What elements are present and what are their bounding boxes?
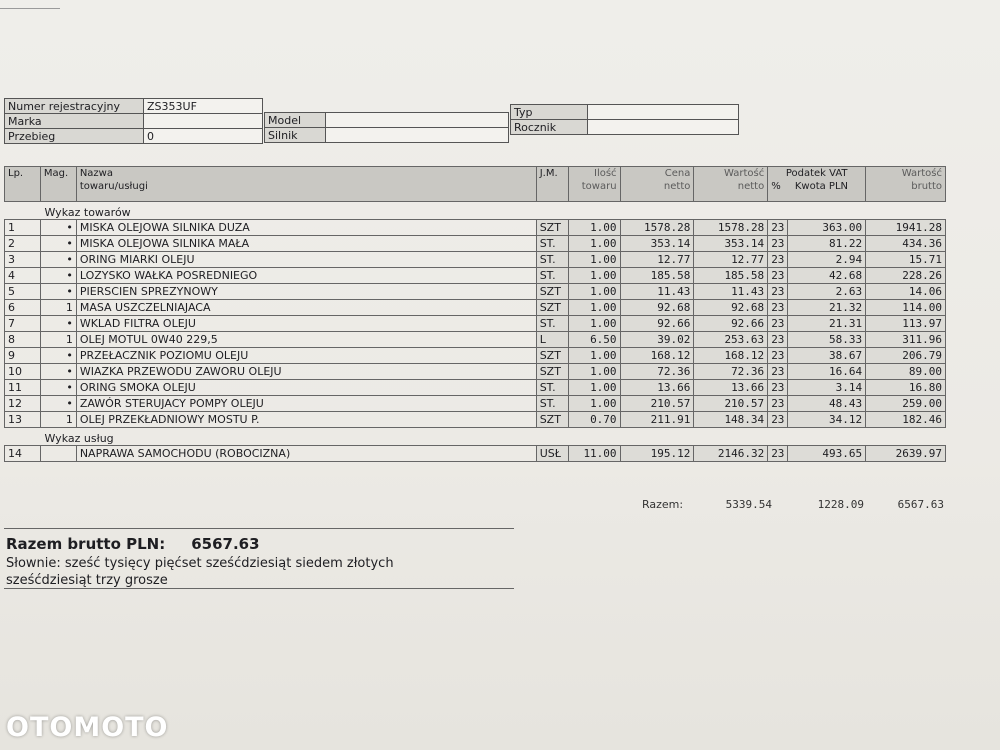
- services-section-title: Wykaz usług: [44, 432, 114, 445]
- type-label: Typ: [511, 105, 588, 120]
- item-lp: 6: [5, 300, 41, 316]
- item-qty: 1.00: [568, 316, 620, 332]
- item-qty: 1.00: [568, 364, 620, 380]
- item-mag: •: [40, 348, 76, 364]
- item-name: MISKA OLEJOWA SILNIKA MAŁA: [76, 236, 536, 252]
- item-net: 12.77: [694, 252, 768, 268]
- item-qty: 1.00: [568, 268, 620, 284]
- item-mag: •: [40, 364, 76, 380]
- item-vat-amount: 48.43: [788, 396, 866, 412]
- item-mag: 1: [40, 300, 76, 316]
- item-price: 210.57: [620, 396, 694, 412]
- item-vat-amount: 38.67: [788, 348, 866, 364]
- table-row: [5, 396, 946, 412]
- item-price: 185.58: [620, 268, 694, 284]
- item-gross: 16.80: [866, 380, 946, 396]
- model-value: [326, 113, 509, 128]
- item-name: ORING SMOKA OLEJU: [76, 380, 536, 396]
- table-row: [5, 348, 946, 364]
- item-vat-rate: 23: [768, 348, 788, 364]
- item-net: 92.66: [694, 316, 768, 332]
- item-mag: [40, 446, 76, 462]
- item-mag: •: [40, 220, 76, 236]
- words-line-1: Słownie: sześć tysięcy pięćset sześćdziesiąt siedem złotych: [6, 556, 394, 571]
- item-vat-amount: 21.31: [788, 316, 866, 332]
- item-qty: 1.00: [568, 300, 620, 316]
- item-unit: L: [536, 332, 568, 348]
- item-price: 1578.28: [620, 220, 694, 236]
- item-lp: 8: [5, 332, 41, 348]
- make-value: [144, 114, 263, 129]
- header-gross: Wartość brutto: [866, 167, 946, 202]
- item-mag: •: [40, 284, 76, 300]
- vehicle-info-right: [510, 104, 739, 135]
- item-lp: 2: [5, 236, 41, 252]
- summary-vat: 1228.09: [817, 498, 864, 511]
- item-price: 195.12: [620, 446, 694, 462]
- type-value: [588, 105, 739, 120]
- item-vat-amount: 42.68: [788, 268, 866, 284]
- item-vat-rate: 23: [768, 220, 788, 236]
- item-vat-amount: 3.14: [788, 380, 866, 396]
- item-vat-rate: 23: [768, 268, 788, 284]
- item-qty: 6.50: [568, 332, 620, 348]
- item-mag: •: [40, 316, 76, 332]
- item-vat-rate: 23: [768, 364, 788, 380]
- item-name: WIAZKA PRZEWODU ZAWORU OLEJU: [76, 364, 536, 380]
- table-row: [5, 316, 946, 332]
- item-gross: 434.36: [866, 236, 946, 252]
- make-label: Marka: [5, 114, 144, 129]
- item-net: 11.43: [694, 284, 768, 300]
- item-price: 92.66: [620, 316, 694, 332]
- item-qty: 1.00: [568, 396, 620, 412]
- item-vat-rate: 23: [768, 396, 788, 412]
- item-gross: 1941.28: [866, 220, 946, 236]
- otomoto-watermark: OTOMOTO: [6, 712, 169, 743]
- item-unit: ST.: [536, 316, 568, 332]
- table-row: [5, 446, 946, 462]
- header-jm: J.M.: [536, 167, 568, 202]
- vehicle-info-middle: [264, 112, 509, 143]
- goods-section-title: Wykaz towarów: [44, 206, 131, 219]
- item-unit: SZT: [536, 412, 568, 428]
- summary-net: 5339.54: [725, 498, 772, 511]
- item-mag: •: [40, 252, 76, 268]
- table-row: [5, 236, 946, 252]
- item-price: 168.12: [620, 348, 694, 364]
- item-net: 1578.28: [694, 220, 768, 236]
- item-gross: 2639.97: [866, 446, 946, 462]
- item-gross: 15.71: [866, 252, 946, 268]
- table-row: [5, 284, 946, 300]
- engine-value: [326, 128, 509, 143]
- item-price: 72.36: [620, 364, 694, 380]
- item-net: 168.12: [694, 348, 768, 364]
- item-qty: 1.00: [568, 348, 620, 364]
- item-net: 2146.32: [694, 446, 768, 462]
- item-price: 13.66: [620, 380, 694, 396]
- item-name: ZAWÓR STERUJACY POMPY OLEJU: [76, 396, 536, 412]
- header-qty: Ilość towaru: [568, 167, 620, 202]
- item-unit: ST.: [536, 380, 568, 396]
- vehicle-info-left: [4, 98, 263, 144]
- year-label: Rocznik: [511, 120, 588, 135]
- item-vat-amount: 34.12: [788, 412, 866, 428]
- reg-label: Numer rejestracyjny: [5, 99, 144, 114]
- item-price: 353.14: [620, 236, 694, 252]
- total-amount: 6567.63: [191, 535, 260, 553]
- item-lp: 14: [5, 446, 41, 462]
- item-mag: •: [40, 380, 76, 396]
- summary-gross: 6567.63: [897, 498, 944, 511]
- item-price: 92.68: [620, 300, 694, 316]
- item-qty: 1.00: [568, 236, 620, 252]
- item-unit: SZT: [536, 348, 568, 364]
- item-qty: 0.70: [568, 412, 620, 428]
- item-name: MASA USZCZELNIAJACA: [76, 300, 536, 316]
- item-vat-rate: 23: [768, 252, 788, 268]
- item-name: OLEJ PRZEKŁADNIOWY MOSTU P.: [76, 412, 536, 428]
- item-vat-rate: 23: [768, 380, 788, 396]
- item-name: OLEJ MOTUL 0W40 229,5: [76, 332, 536, 348]
- item-vat-amount: 81.22: [788, 236, 866, 252]
- item-qty: 1.00: [568, 252, 620, 268]
- item-unit: SZT: [536, 364, 568, 380]
- words-line-2: sześćdziesiąt trzy grosze: [6, 573, 168, 588]
- item-mag: 1: [40, 332, 76, 348]
- table-row: [5, 380, 946, 396]
- item-price: 12.77: [620, 252, 694, 268]
- item-lp: 9: [5, 348, 41, 364]
- total-label: Razem brutto PLN:: [6, 535, 166, 553]
- item-unit: ST.: [536, 268, 568, 284]
- item-vat-rate: 23: [768, 446, 788, 462]
- model-label: Model: [265, 113, 326, 128]
- item-gross: 114.00: [866, 300, 946, 316]
- item-net: 13.66: [694, 380, 768, 396]
- header-vat: Podatek VAT % Kwota PLN: [768, 167, 866, 202]
- item-unit: SZT: [536, 300, 568, 316]
- item-net: 210.57: [694, 396, 768, 412]
- table-row: [5, 364, 946, 380]
- item-gross: 311.96: [866, 332, 946, 348]
- item-name: NAPRAWA SAMOCHODU (ROBOCIZNA): [76, 446, 536, 462]
- header-price: Cena netto: [620, 167, 694, 202]
- item-qty: 1.00: [568, 284, 620, 300]
- item-vat-rate: 23: [768, 412, 788, 428]
- item-vat-rate: 23: [768, 284, 788, 300]
- item-vat-amount: 21.32: [788, 300, 866, 316]
- item-lp: 4: [5, 268, 41, 284]
- table-header-row: [5, 167, 946, 202]
- item-name: PIERSCIEN SPREZYNOWY: [76, 284, 536, 300]
- item-lp: 1: [5, 220, 41, 236]
- table-row: [5, 412, 946, 428]
- table-row: [5, 268, 946, 284]
- item-price: 211.91: [620, 412, 694, 428]
- item-name: WKLAD FILTRA OLEJU: [76, 316, 536, 332]
- items-table: [4, 166, 946, 462]
- item-lp: 3: [5, 252, 41, 268]
- mileage-value: 0: [144, 129, 263, 144]
- item-mag: •: [40, 236, 76, 252]
- item-gross: 182.46: [866, 412, 946, 428]
- total-gross: [6, 535, 260, 553]
- item-mag: 1: [40, 412, 76, 428]
- item-unit: USŁ: [536, 446, 568, 462]
- reg-value: ZS353UF: [144, 99, 263, 114]
- item-unit: ST.: [536, 252, 568, 268]
- table-row: [5, 220, 946, 236]
- item-name: PRZEŁACZNIK POZIOMU OLEJU: [76, 348, 536, 364]
- item-name: ORING MIARKI OLEJU: [76, 252, 536, 268]
- mileage-label: Przebieg: [5, 129, 144, 144]
- item-price: 11.43: [620, 284, 694, 300]
- item-vat-amount: 16.64: [788, 364, 866, 380]
- item-qty: 1.00: [568, 220, 620, 236]
- item-lp: 7: [5, 316, 41, 332]
- item-unit: ST.: [536, 236, 568, 252]
- header-name: Nazwa towaru/usługi: [76, 167, 536, 202]
- item-net: 353.14: [694, 236, 768, 252]
- item-gross: 259.00: [866, 396, 946, 412]
- table-row: [5, 300, 946, 316]
- item-vat-rate: 23: [768, 332, 788, 348]
- item-mag: •: [40, 268, 76, 284]
- item-unit: SZT: [536, 284, 568, 300]
- item-lp: 12: [5, 396, 41, 412]
- divider-top: [4, 528, 514, 529]
- item-vat-rate: 23: [768, 316, 788, 332]
- item-vat-rate: 23: [768, 236, 788, 252]
- header-net: Wartość netto: [694, 167, 768, 202]
- item-lp: 11: [5, 380, 41, 396]
- item-unit: SZT: [536, 220, 568, 236]
- item-vat-amount: 493.65: [788, 446, 866, 462]
- summary-label: Razem:: [642, 498, 684, 511]
- item-net: 148.34: [694, 412, 768, 428]
- divider-bottom: [4, 588, 514, 589]
- item-vat-amount: 363.00: [788, 220, 866, 236]
- year-value: [588, 120, 739, 135]
- item-net: 185.58: [694, 268, 768, 284]
- header-mag: Mag.: [40, 167, 76, 202]
- item-qty: 1.00: [568, 380, 620, 396]
- item-lp: 13: [5, 412, 41, 428]
- table-row: [5, 332, 946, 348]
- item-mag: •: [40, 396, 76, 412]
- item-vat-rate: 23: [768, 300, 788, 316]
- amount-in-words: [6, 555, 394, 589]
- item-gross: 228.26: [866, 268, 946, 284]
- item-gross: 206.79: [866, 348, 946, 364]
- item-gross: 113.97: [866, 316, 946, 332]
- table-row: [5, 252, 946, 268]
- item-gross: 89.00: [866, 364, 946, 380]
- item-net: 253.63: [694, 332, 768, 348]
- header-lp: Lp.: [5, 167, 41, 202]
- item-gross: 14.06: [866, 284, 946, 300]
- item-vat-amount: 58.33: [788, 332, 866, 348]
- item-vat-amount: 2.63: [788, 284, 866, 300]
- item-name: LOZYSKO WAŁKA POSREDNIEGO: [76, 268, 536, 284]
- item-lp: 10: [5, 364, 41, 380]
- top-edge: [0, 0, 60, 9]
- item-net: 92.68: [694, 300, 768, 316]
- item-qty: 11.00: [568, 446, 620, 462]
- item-lp: 5: [5, 284, 41, 300]
- item-vat-amount: 2.94: [788, 252, 866, 268]
- item-net: 72.36: [694, 364, 768, 380]
- engine-label: Silnik: [265, 128, 326, 143]
- item-name: MISKA OLEJOWA SILNIKA DUZA: [76, 220, 536, 236]
- item-unit: ST.: [536, 396, 568, 412]
- item-price: 39.02: [620, 332, 694, 348]
